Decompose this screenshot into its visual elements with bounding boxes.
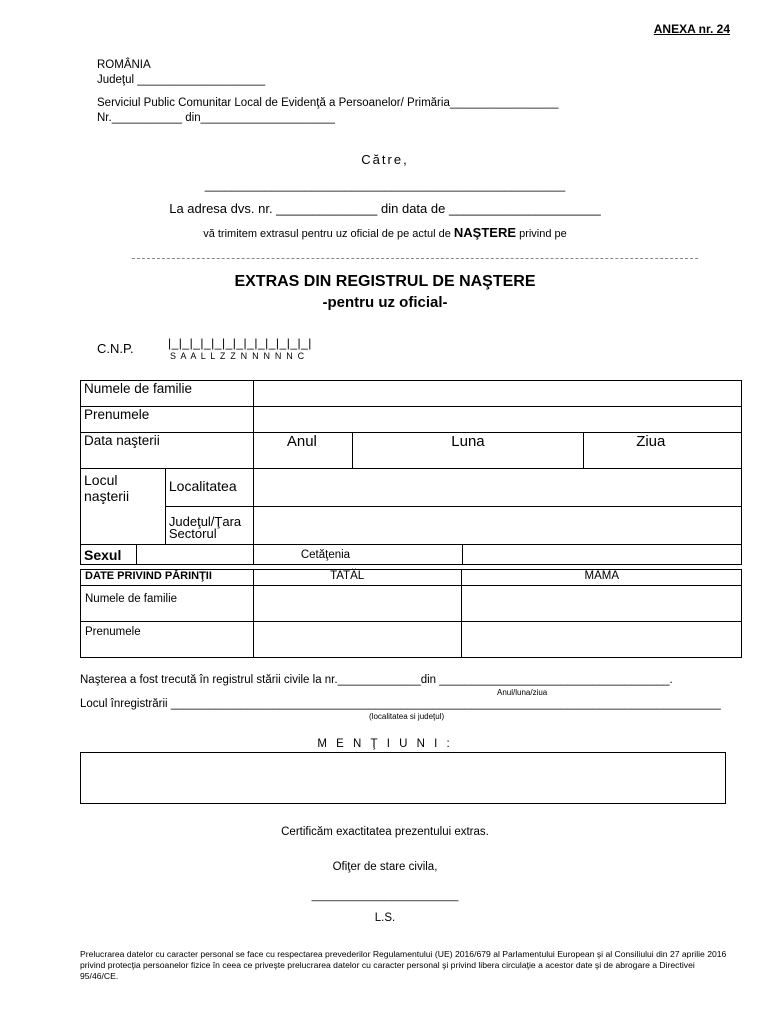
cnp-label: C.N.P.	[97, 341, 134, 356]
recipient-line: ______________________________________________________	[204, 178, 566, 192]
locality-label: Localitatea	[165, 469, 253, 507]
locality-value	[253, 469, 741, 507]
parents-header: DATE PRIVIND PĂRINŢII	[81, 570, 254, 586]
county-field: Judeţul ____________________	[97, 74, 266, 86]
registration-place-hint: (localitatea si judeţul)	[369, 712, 445, 721]
first-name-label: Prenumele	[81, 407, 254, 433]
family-name-label: Numele de familie	[81, 381, 254, 407]
stamp-label: L.S.	[374, 912, 396, 924]
first-name-value	[253, 407, 741, 433]
father-header: TATĂL	[253, 570, 462, 586]
registration-place-line: Locul înregistrării ______________________________________________________________________________________	[80, 698, 721, 710]
parents-first-name-label: Prenumele	[81, 622, 254, 658]
birth-year-cell: Anul	[253, 433, 352, 469]
birth-date-label: Data naşterii	[81, 433, 254, 469]
sending-statement	[0, 225, 770, 240]
birth-month-cell: Luna	[352, 433, 583, 469]
sending-suffix: privind pe	[519, 228, 567, 240]
address-line: La adresa dvs. nr. ______________ din data de _____________________	[169, 201, 601, 216]
birth-place-label	[81, 469, 166, 545]
sending-prefix: vă trimitem extrasul pentru uz oficial de pe actul de	[203, 228, 451, 240]
gdpr-footer: Prelucrarea datelor cu caracter personal se face cu respectarea prevederilor Regulamentului (UE) 2016/679 al Parlamentului European şi al Consiliului din 27 aprilie 2016 privind protecţia persoanelor fizice în ceea ce priveşte prelucrarea datelor cu caracter personal şi privind libera circulaţie a acestor date şi de abrogare a Directivei 95/46/CE.	[80, 949, 727, 981]
county-label-line1: Judeţul/Ţara	[168, 514, 242, 529]
country-name: ROMÂNIA	[97, 59, 151, 71]
to-label: Către,	[361, 152, 409, 167]
separator-line	[132, 258, 698, 259]
county-value	[253, 507, 741, 545]
certification-text: Certificăm exactitatea prezentului extras.	[281, 826, 489, 838]
father-first-name-value	[253, 622, 462, 658]
mentions-box	[80, 752, 726, 804]
county-label	[165, 507, 253, 545]
birth-place-label-line1: Locul	[84, 472, 118, 488]
sex-value	[136, 545, 253, 565]
number-date-field: Nr.___________ din_____________________	[97, 112, 335, 124]
signature-line: ________________________	[311, 890, 459, 902]
person-data-table	[80, 380, 742, 565]
parents-family-name-label: Numele de familie	[81, 586, 254, 622]
father-family-name-value	[253, 586, 462, 622]
document-title: EXTRAS DIN REGISTRUL DE NAŞTERE	[234, 273, 536, 290]
mother-family-name-value	[462, 586, 742, 622]
mother-first-name-value	[462, 622, 742, 658]
mother-header: MAMA	[462, 570, 742, 586]
family-name-value	[253, 381, 741, 407]
citizenship-label: Cetăţenia	[253, 545, 462, 565]
service-field: Serviciul Public Comunitar Local de Evidenţă a Persoanelor/ Primăria_________________	[97, 97, 559, 109]
sex-label: Sexul	[81, 545, 137, 565]
parents-table	[80, 569, 742, 658]
county-label-line2: Sectorul	[168, 526, 217, 541]
annex-number: ANEXA nr. 24	[653, 22, 730, 36]
registration-number-line: Naşterea a fost trecută în registrul stării civile la nr._____________din ____________________________________.	[80, 674, 673, 686]
mentions-label: M E N Ţ I U N I :	[317, 738, 453, 750]
registration-date-hint: Anul/luna/ziua	[497, 688, 548, 697]
officer-label: Ofiţer de stare civila,	[332, 861, 438, 873]
act-type: NAŞTERE	[453, 225, 517, 240]
birth-place-label-line2: naşterii	[84, 488, 130, 504]
citizenship-value	[462, 545, 741, 565]
cnp-key: S A A L L Z Z N N N N N C	[170, 351, 306, 361]
document-subtitle: -pentru uz oficial-	[322, 294, 448, 311]
birth-day-cell: Ziua	[584, 433, 742, 469]
cnp-boxes: |_|_|_|_|_|_|_|_|_|_|_|_|_|	[168, 336, 312, 350]
